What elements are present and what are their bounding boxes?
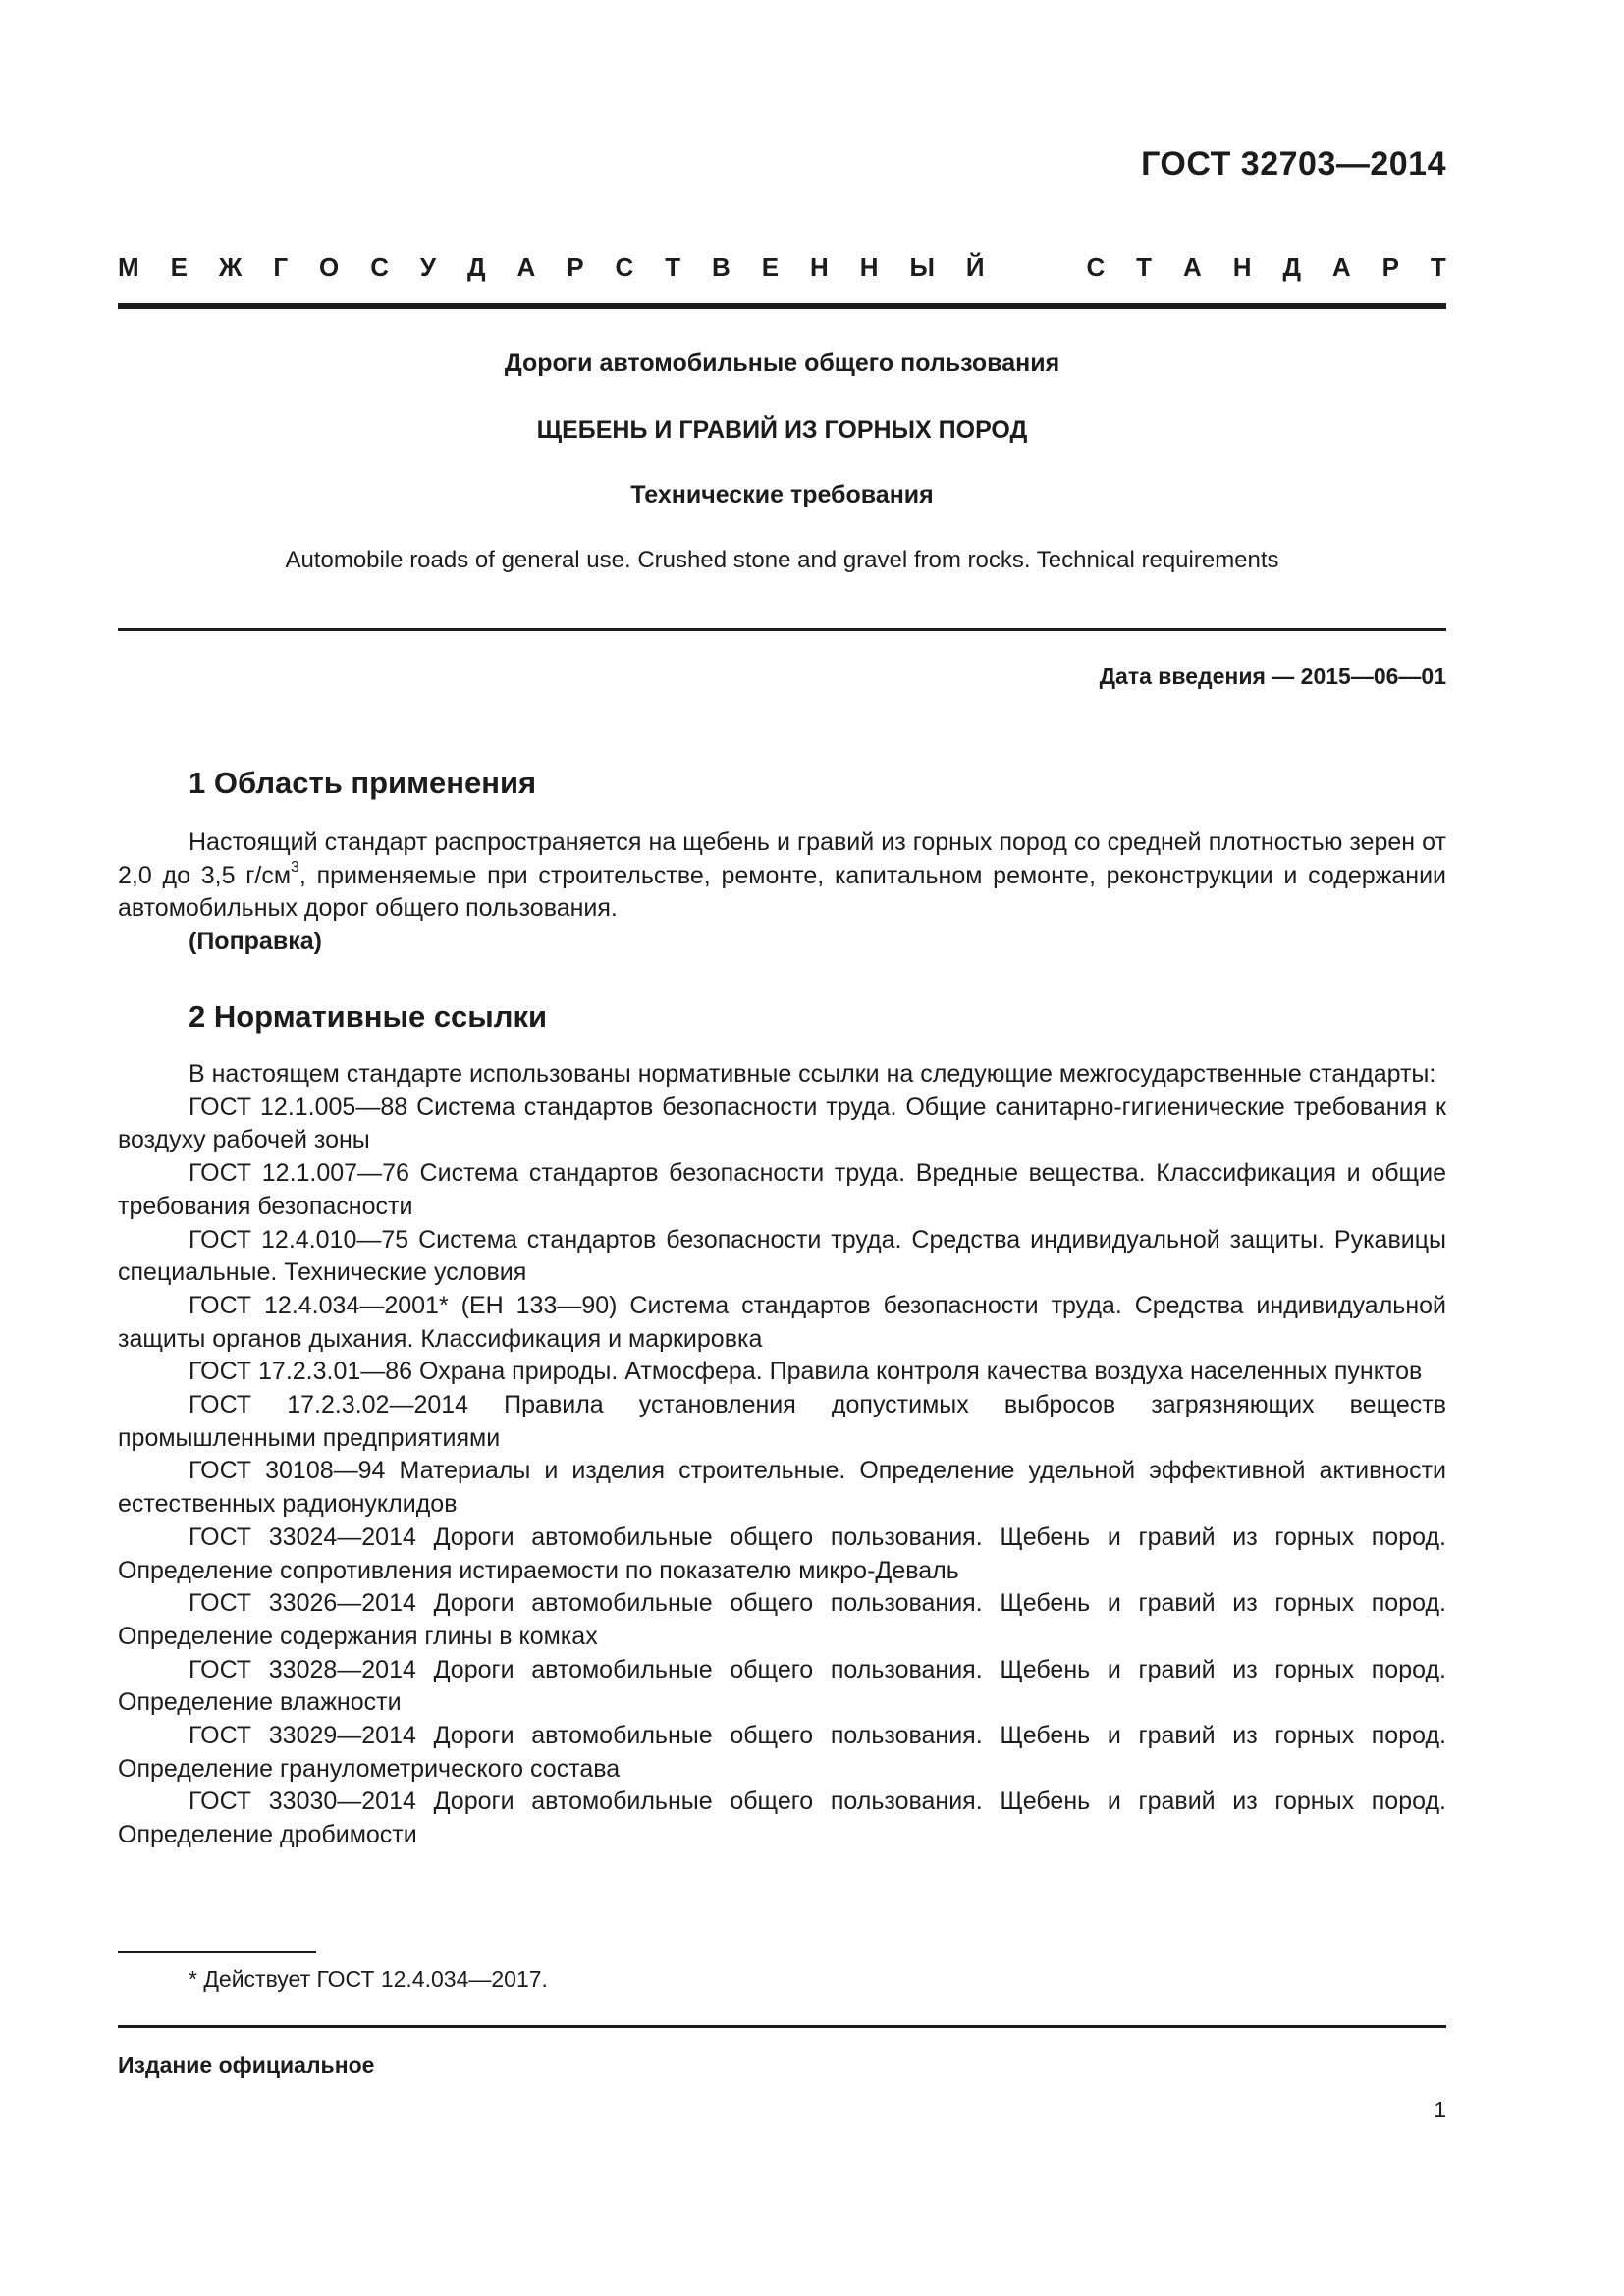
references-intro: В настоящем стандарте использованы нормативные ссылки на следующие межгосударственные стандарты:: [189, 1060, 1436, 1088]
title-line-2: ЩЕБЕНЬ И ГРАВИЙ ИЗ ГОРНЫХ ПОРОД: [536, 416, 1028, 444]
reference-item: ГОСТ 12.1.005—88 Система стандартов безопасности труда. Общие санитарно-гигиенические требования к воздуху рабочей зоны: [118, 1093, 1446, 1154]
section-2-body: [118, 1058, 1446, 1852]
title-english: Automobile roads of general use. Crushed stone and gravel from rocks. Technical requirements: [285, 547, 1279, 573]
footnote: * Действует ГОСТ 12.4.034—2017.: [189, 1966, 548, 1992]
reference-item: ГОСТ 33024—2014 Дороги автомобильные общего пользования. Щебень и гравий из горных пород. Определение сопротивления истираемости по показателю микро-Деваль: [118, 1522, 1446, 1584]
section-1-body: [118, 827, 1446, 959]
heading-letter: Н: [810, 251, 829, 282]
reference-item: ГОСТ 33028—2014 Дороги автомобильные общего пользования. Щебень и гравий из горных пород. Определение влажности: [118, 1655, 1446, 1717]
scope-paragraph: [118, 827, 1446, 926]
heading-letter: С: [370, 251, 389, 282]
scope-text-b: , применяемые при строительстве, ремонте, капитальном ремонте, реконструкции и содержании автомобильных дорог общего пользования.: [118, 861, 1447, 923]
heading-letter: Н: [859, 251, 879, 282]
scope-superscript: 3: [291, 859, 299, 877]
heading-letter: А: [1183, 251, 1202, 282]
heading-letter: О: [319, 251, 340, 282]
heading-letter: М: [118, 251, 139, 282]
heading-letter: В: [712, 251, 731, 282]
introduction-date: Дата введения — 2015—06—01: [1099, 664, 1446, 689]
reference-item: ГОСТ 33026—2014 Дороги автомобильные общего пользования. Щебень и гравий из горных пород. Определение содержания глины в комках: [118, 1589, 1446, 1650]
reference-item: ГОСТ 12.4.010—75 Система стандартов безопасности труда. Средства индивидуальной защиты. Рукавицы специальные. Технические условия: [118, 1225, 1446, 1287]
footnote-divider: [118, 1951, 316, 1953]
heading-letter: У: [419, 251, 437, 282]
header-divider: [118, 303, 1446, 309]
interstate-standard-heading: [118, 247, 1446, 287]
title-line-3: Технические требования: [630, 481, 934, 508]
section-2-title: 2 Нормативные ссылки: [189, 999, 548, 1034]
reference-item: ГОСТ 17.2.3.02—2014 Правила установления допустимых выбросов загрязняющих веществ промышленными предприятиями: [118, 1391, 1446, 1452]
heading-letter: С: [615, 251, 634, 282]
heading-letter: С: [1086, 251, 1106, 282]
reference-item: ГОСТ 12.4.034—2001* (ЕН 133—90) Система стандартов безопасности труда. Средства индивидуальной защиты органов дыхания. Классификация и маркировка: [118, 1291, 1446, 1353]
title-divider: [118, 628, 1446, 631]
heading-letter: Р: [1381, 251, 1399, 282]
page-number: 1: [1434, 2097, 1446, 2122]
heading-letter: Р: [567, 251, 584, 282]
scope-text-a: Настоящий стандарт распространяется на щебень и гравий из горных пород со средней плотностью зерен от 2,0 до 3,5 г/см: [118, 828, 1446, 889]
heading-letter: Е: [170, 251, 188, 282]
title-line-1: Дороги автомобильные общего пользования: [504, 349, 1060, 377]
amendment-note: (Поправка): [189, 928, 322, 956]
heading-letter: Т: [1430, 251, 1446, 282]
reference-item: ГОСТ 33029—2014 Дороги автомобильные общего пользования. Щебень и гравий из горных пород. Определение гранулометрического состава: [118, 1722, 1446, 1783]
standard-number: ГОСТ 32703—2014: [1141, 145, 1446, 183]
heading-letter: Ж: [218, 251, 243, 282]
heading-letter: Ы: [909, 251, 935, 282]
reference-item: ГОСТ 33030—2014 Дороги автомобильные общего пользования. Щебень и гравий из горных пород. Определение дробимости: [118, 1788, 1446, 1849]
reference-item: ГОСТ 17.2.3.01—86 Охрана природы. Атмосфера. Правила контроля качества воздуха населенных пунктов: [189, 1358, 1423, 1386]
reference-item: ГОСТ 12.1.007—76 Система стандартов безопасности труда. Вредные вещества. Классификация и общие требования безопасности: [118, 1159, 1446, 1220]
heading-letter: Н: [1232, 251, 1252, 282]
heading-letter: А: [516, 251, 536, 282]
section-1-title: 1 Область применения: [189, 766, 537, 800]
official-edition-label: Издание официальное: [118, 2053, 375, 2078]
heading-letter: Д: [1282, 251, 1301, 282]
footer-divider: [118, 2025, 1446, 2028]
heading-letter: А: [1331, 251, 1351, 282]
reference-item: ГОСТ 30108—94 Материалы и изделия строительные. Определение удельной эффективной активности естественных радионуклидов: [118, 1457, 1446, 1519]
heading-letter: Т: [665, 251, 681, 282]
heading-letter: Е: [761, 251, 780, 282]
heading-letter: Д: [467, 251, 486, 282]
heading-letter: Й: [965, 251, 985, 282]
heading-letter: Т: [1136, 251, 1153, 282]
heading-letter: Г: [273, 251, 289, 282]
